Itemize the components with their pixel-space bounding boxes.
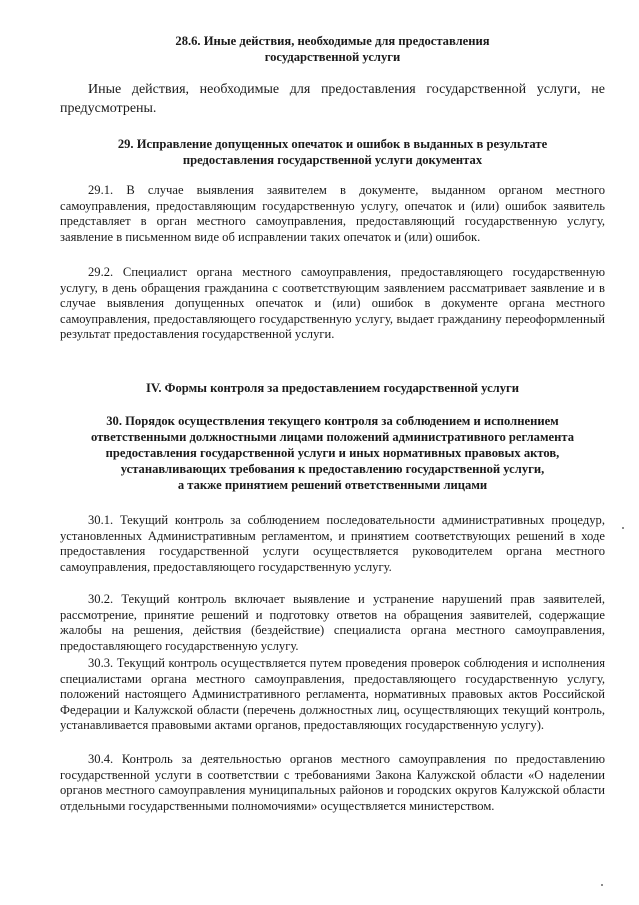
section-30-paragraph-3: 30.3. Текущий контроль осуществляется путем проведения проверок соблюдения и исполнения специалистами органа местного самоуправления, предоставляющего государственную услугу, положений настоящего Административного регламента, нормативных правовых актов Российской Федерации и Калужской области (перечень должностных лиц, осуществляющих текущий контроль, устанавливается правовыми актами органов, предоставляющих государственную услугу). (60, 656, 605, 733)
section-29-heading-line2: предоставления государственной услуги документах (182, 153, 483, 167)
section-30-heading-line4: устанавливающих требования к предоставлению государственной услуги, (120, 462, 545, 476)
scan-speck (601, 884, 603, 886)
section-28-6-text: Иные действия, необходимые для предоставления государственной услуги, не предусмотрены. (60, 82, 605, 116)
section-30-heading-line2: ответственными должностными лицами положений административного регламента (90, 430, 575, 444)
section-30-heading-line5: а также принятием решений ответственными лицами (177, 478, 488, 492)
section-30-heading-line3: предоставления государственной услуги и иных нормативных правовых актов, (105, 446, 560, 460)
section-30-paragraph-4: 30.4. Контроль за деятельностью органов местного самоуправления по предоставлению государственной услуги в соответствии с требованиями Закона Калужской области «О наделении органов местного самоуправления муниципальных районов и городских округов Калужской области отдельными государственными полномочиями» осуществляется министерством. (60, 752, 605, 813)
section-30-paragraph-2: 30.2. Текущий контроль включает выявление и устранение нарушений прав заявителей, рассмотрение, принятие решений и подготовку ответов на обращения заявителей, содержащие жалобы на решения, действия (бездействие) специалиста органа местного самоуправления, предоставляющего государственную услугу. (60, 592, 605, 653)
section-30-heading (60, 413, 605, 493)
scan-speck (622, 527, 624, 529)
section-29-heading-line1: 29. Исправление допущенных опечаток и ошибок в выданных в результате (117, 137, 548, 151)
section-29-paragraph-1: 29.1. В случае выявления заявителем в документе, выданном органом местного самоуправления, предоставляющим государственную услугу, опечаток и (или) ошибок заявитель представляет в орган местного самоуправления, предоставляющий государственную услугу, заявление в письменном виде об исправлении таких опечаток и (или) ошибок. (60, 183, 605, 244)
section-28-6-heading-line1: 28.6. Иные действия, необходимые для предоставления (175, 34, 490, 48)
section-30-heading-line1: 30. Порядок осуществления текущего контроля за соблюдением и исполнением (106, 414, 559, 428)
section-30-paragraph-1: 30.1. Текущий контроль за соблюдением последовательности административных процедур, установленных Административным регламентом, и принятием соответствующих решений в ходе предоставления государственной услуги осуществляется руководителем органа местного самоуправления, предоставляющего государственную услугу. (60, 513, 605, 574)
section-29-heading (60, 136, 605, 168)
section-28-6-heading (60, 33, 605, 65)
section-29-paragraph-2: 29.2. Специалист органа местного самоуправления, предоставляющего государственную услугу, в день обращения гражданина с соответствующим заявлением рассматривает заявление и в случае выявления допущенных опечаток и (или) ошибок в документе органа местного самоуправления, предоставляющего государственную услугу, выдает гражданину переоформленный результат предоставления государственной услуги. (60, 265, 605, 342)
section-28-6-heading-line2: государственной услуги (264, 50, 401, 64)
part-4-heading: IV. Формы контроля за предоставлением государственной услуги (145, 381, 520, 395)
